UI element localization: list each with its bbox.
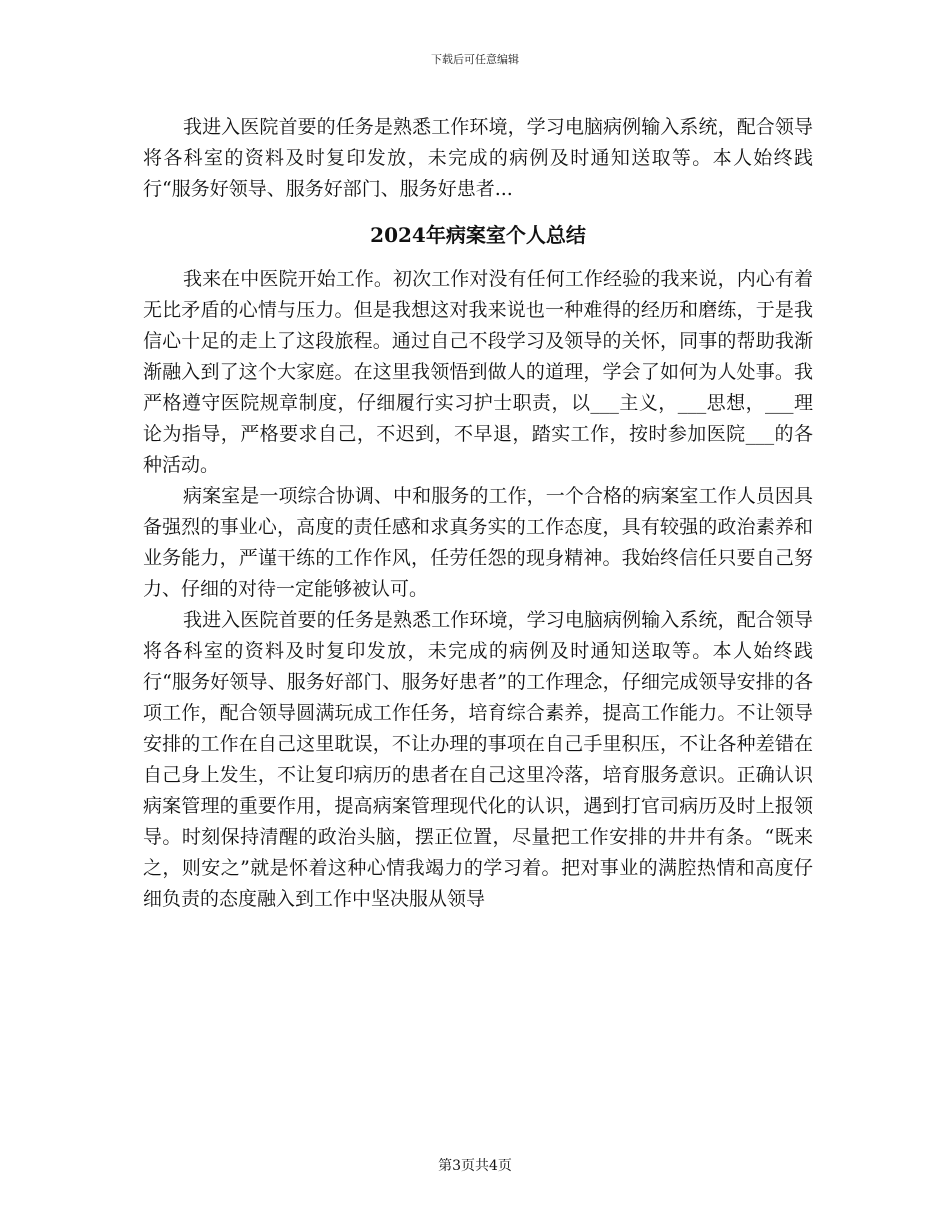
body-paragraph-1: 我来在中医院开始工作。初次工作对没有任何工作经验的我来说，内心有着无比矛盾的心情与压力。但是我想这对我来说也一种难得的经历和磨练，于是我信心十足的走上了这段旅程。通过自己不段学习及领导的关怀，同事的帮助我渐渐融入到了这个大家庭。在这里我领悟到做人的道理，学会了如何为人处事。我严格遵守医院规章制度，仔细履行实习护士职责，以___主义，___思想，___理论为指导，严格要求自己，不迟到，不早退，踏实工作，按时参加医院___的各种活动。 [143,268,813,476]
body-paragraph-2: 病案室是一项综合协调、中和服务的工作，一个合格的病案室工作人员因具备强烈的事业心，高度的责任感和求真务实的工作态度，具有较强的政治素养和业务能力，严谨干练的工作作风，任劳任怨的现身精神。我始终信任只要自己努力、仔细的对待一定能够被认可。 [143,485,813,600]
page-header: 下载后可任意编辑 [431,53,519,66]
excerpt-paragraph: 我进入医院首要的任务是熟悉工作环境，学习电脑病例输入系统，配合领导将各科室的资料及时复印发放，未完成的病例及时通知送取等。本人始终践行“服务好领导、服务好部门、服务好患者... [143,116,813,200]
body-paragraph-3: 我进入医院首要的任务是熟悉工作环境，学习电脑病例输入系统，配合领导将各科室的资料及时复印发放，未完成的病例及时通知送取等。本人始终践行“服务好领导、服务好部门、服务好患者”的工作理念，仔细完成领导安排的各项工作，配合领导圆满玩成工作任务，培育综合素养，提高工作能力。不让领导安排的工作在自己这里耽误，不让办理的事项在自己手里积压，不让各种差错在自己身上发生，不让复印病历的患者在自己这里冷落，培育服务意识。正确认识病案管理的重要作用，提高病案管理现代化的认识，遇到打官司病历及时上报领导。时刻保持清醒的政治头脑，摆正位置，尽量把工作安排的井井有条。“既来之，则安之”就是怀着这种心情我竭力的学习着。把对事业的满腔热情和高度仔细负责的态度融入到工作中坚决服从领导 [143,609,813,910]
page-content [143,112,813,915]
article-title: 2024年病案室个人总结 [370,223,586,247]
page-footer: 第3页共4页 [438,1158,512,1174]
